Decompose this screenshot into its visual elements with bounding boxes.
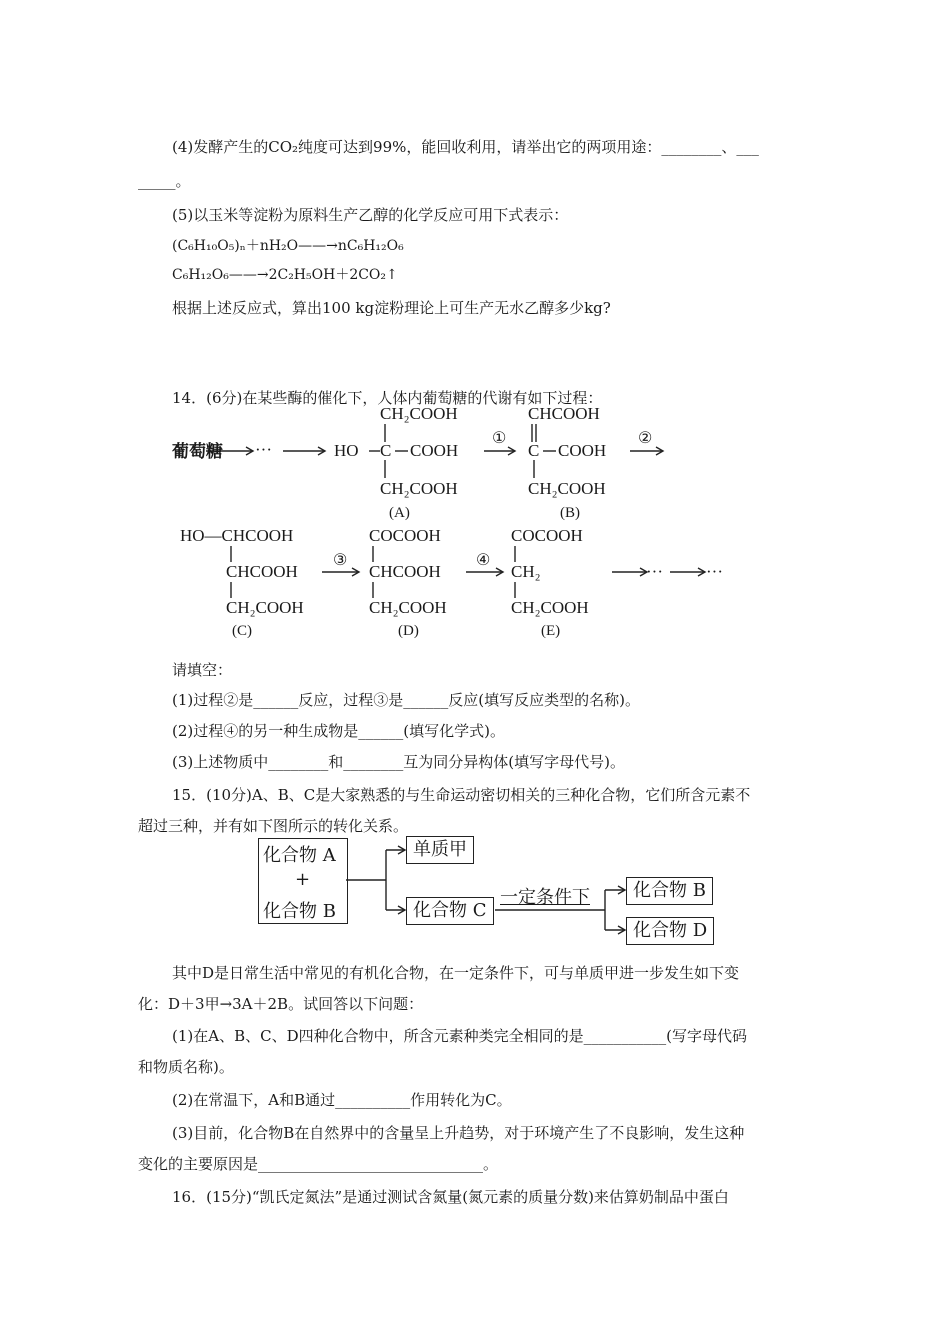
q15-line1: 15．(10分)A、B、C是大家熟悉的与生命运动密切相关的三种化合物，它们所含元素不	[172, 786, 751, 804]
mol-b-bottom: CH₂COOH	[528, 479, 606, 498]
q13-part4-line2: _____。	[138, 172, 191, 190]
tail-dots-2: ···	[706, 562, 723, 581]
mol-a-top: CH₂COOH	[380, 404, 458, 423]
q13-part4-line1: (4)发酵产生的CO₂纯度可达到99%，能回收利用，请举出它的两项用途：________、___	[172, 138, 759, 156]
compound-ab-box	[258, 838, 348, 924]
mol-c-top: HO—CHCOOH	[180, 526, 294, 545]
mol-d-bottom: CH₂COOH	[369, 598, 447, 617]
mol-d-mid: CHCOOH	[369, 562, 441, 581]
mol-e-label: (E)	[541, 623, 561, 639]
compound-c-box: 化合物 C	[406, 897, 494, 925]
step-1: ①	[492, 428, 507, 447]
mol-b-label: (B)	[560, 505, 580, 521]
step-4: ④	[476, 550, 491, 569]
mol-d-top: COCOOH	[369, 526, 441, 545]
element-jia-box: 单质甲	[406, 836, 474, 864]
compound-b-box: 化合物 B	[626, 877, 713, 905]
q15-line2: 超过三种，并有如下图所示的转化关系。	[138, 817, 409, 835]
mol-c-bottom: CH₂COOH	[226, 598, 304, 617]
q14-sub1: (1)过程②是______反应，过程③是______反应(填写反应类型的名称)。	[172, 691, 640, 709]
q13-question: 根据上述反应式，算出100 kg淀粉理论上可生产无水乙醇多少kg?	[172, 299, 611, 317]
compound-d-box: 化合物 D	[626, 917, 714, 945]
mol-d-label: (D)	[398, 623, 419, 639]
mol-a-carbon: C	[380, 441, 392, 460]
tail-dots-1: ···	[646, 562, 663, 581]
q16-line1: 16．(15分)“凯氏定氮法”是通过测试含氮量(氮元素的质量分数)来估算奶制品中蛋白	[172, 1188, 729, 1206]
mol-a-label: (A)	[389, 505, 410, 521]
q14-title: 14．(6分)在某些酶的催化下，人体内葡萄糖的代谢有如下过程：	[172, 389, 603, 407]
mol-e-mid: CH₂	[511, 562, 541, 581]
mol-e-bottom: CH₂COOH	[511, 598, 589, 617]
q14-fill-prompt: 请填空：	[172, 661, 233, 679]
mol-b-carbon: C	[528, 441, 540, 460]
ellipsis: ···	[255, 440, 272, 459]
mol-e-top: COCOOH	[511, 526, 583, 545]
q15-desc1: 其中D是日常生活中常见的有机化合物，在一定条件下，可与单质甲进一步发生如下变	[172, 964, 740, 982]
mol-b-top: CHCOOH	[528, 404, 600, 423]
step-3: ③	[333, 550, 348, 569]
q14-sub2: (2)过程④的另一种生成物是______(填写化学式)。	[172, 722, 505, 740]
mol-a-bottom: CH₂COOH	[380, 479, 458, 498]
mol-c-mid: CHCOOH	[226, 562, 298, 581]
q13-equation-2: C₆H₁₂O₆——→2C₂H₅OH＋2CO₂↑	[172, 267, 398, 283]
q15-sub2: (2)在常温下，A和B通过__________作用转化为C。	[172, 1091, 512, 1109]
q15-sub3a: (3)目前，化合物B在自然界中的含量呈上升趋势，对于环境产生了不良影响，发生这种	[172, 1124, 745, 1142]
glucose-label: 葡萄糖	[172, 442, 223, 462]
q15-desc2: 化：D＋3甲→3A＋2B。试回答以下问题：	[138, 995, 424, 1013]
compound-a: 化合物 A	[263, 845, 336, 866]
mol-c-label: (C)	[232, 623, 252, 639]
mol-a-cooh: COOH	[410, 441, 459, 460]
condition-label: 一定条件下	[500, 887, 590, 908]
q15-sub3b: 变化的主要原因是______________________________。	[138, 1155, 499, 1173]
q13-equation-1: (C₆H₁₀O₅)ₙ＋nH₂O——→nC₆H₁₂O₆	[172, 238, 404, 254]
mol-b-cooh: COOH	[558, 441, 607, 460]
mol-a-ho: HO	[334, 441, 359, 460]
compound-b-left: 化合物 B	[263, 901, 336, 922]
step-2: ②	[638, 428, 653, 447]
q13-part5: (5)以玉米等淀粉为原料生产乙醇的化学反应可用下式表示：	[172, 206, 569, 224]
q15-sub1a: (1)在A、B、C、D四种化合物中，所含元素种类完全相同的是___________(写字母代码	[172, 1027, 747, 1045]
q14-sub3: (3)上述物质中________和________互为同分异构体(填写字母代号)。	[172, 753, 625, 771]
q15-sub1b: 和物质名称)。	[138, 1058, 234, 1076]
plus-sign: +	[295, 869, 311, 890]
